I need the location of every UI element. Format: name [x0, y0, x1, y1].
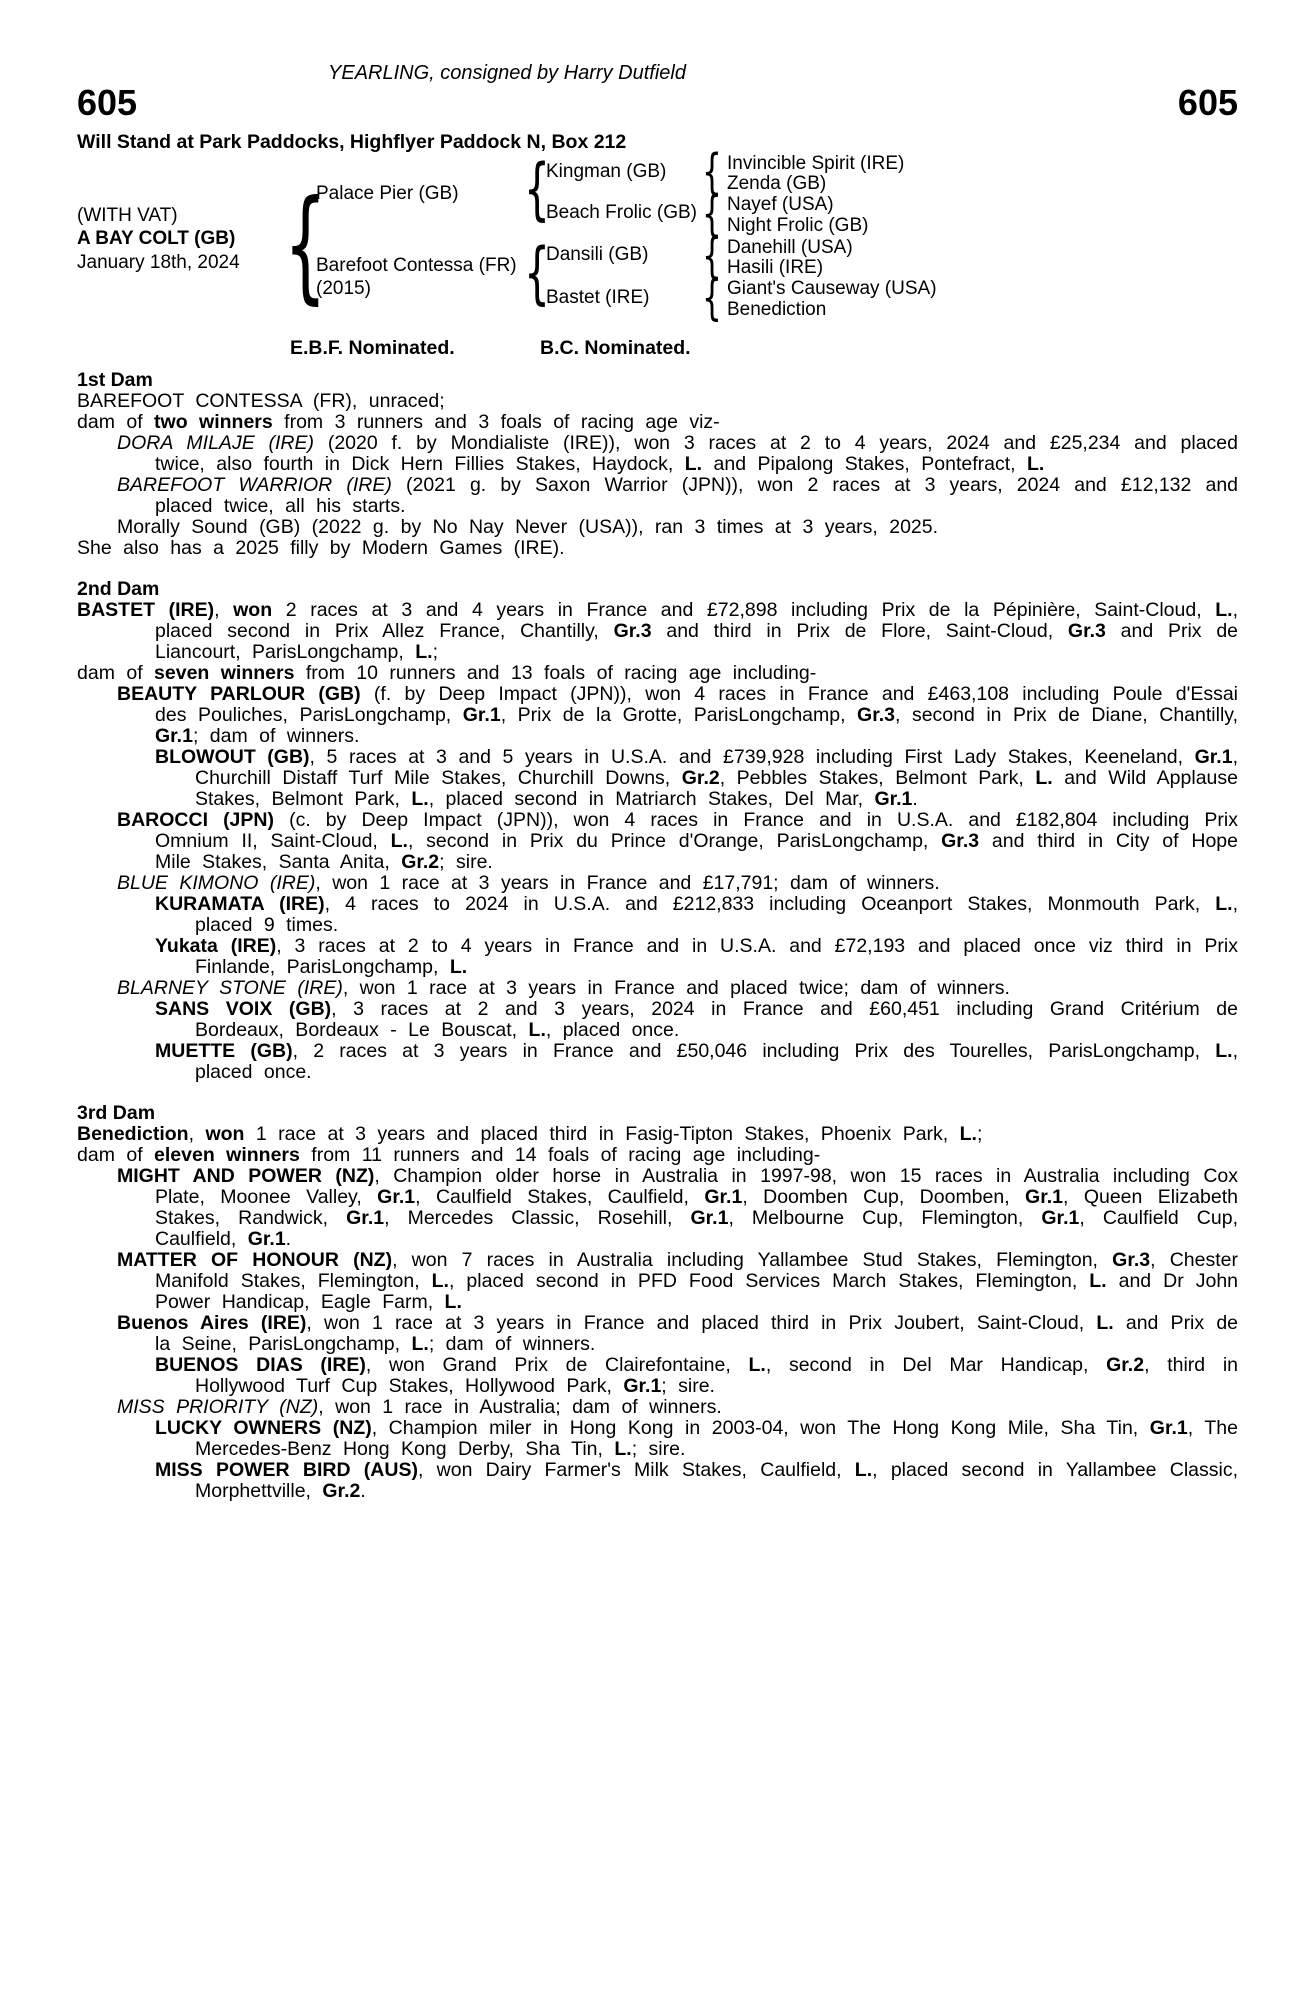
brace-icon: {: [524, 234, 550, 313]
emphasized-text: L.: [1215, 599, 1233, 621]
brace-icon: {: [702, 144, 722, 200]
brace-icon: {: [524, 150, 550, 229]
text-segment: and Prix de Liancourt, ParisLongchamp,: [155, 620, 1239, 663]
colt-name: A BAY COLT (GB): [77, 228, 236, 249]
text-segment: , Champion miler in Hong Kong in 2003-04, won The Hong Kong Mile, Sha Tin,: [371, 1417, 1150, 1439]
emphasized-text: BLARNEY STONE (IRE): [117, 977, 343, 999]
dam-foaling-year: (2015): [316, 278, 371, 299]
emphasized-text: Buenos Aires (IRE): [117, 1312, 307, 1334]
text-segment: , 2 races at 3 years in France and £50,046 including Prix des Tourelles, ParisLongchamp,: [292, 1040, 1216, 1062]
text-segment: 1 race at 3 years and placed third in Fasig-Tipton Stakes, Phoenix Park,: [244, 1123, 960, 1145]
emphasized-text: Gr.1: [690, 1207, 729, 1229]
catalogue-paragraph: [77, 894, 1238, 936]
text-segment: , won 7 races in Australia including Yallambee Stud Stakes, Flemington,: [392, 1249, 1113, 1271]
emphasized-text: L.: [411, 788, 429, 810]
emphasized-text: L.: [1215, 1040, 1233, 1062]
text-segment: from 11 runners and 14 foals of racing age including-: [299, 1144, 821, 1166]
catalogue-paragraph: [77, 1355, 1238, 1397]
text-segment: ; sire.: [439, 851, 493, 873]
brace-icon: {: [702, 186, 722, 242]
great-grandparent-name: Benediction: [727, 299, 827, 320]
emphasized-text: L.: [444, 1291, 462, 1313]
text-segment: dam of: [77, 411, 155, 433]
catalogue-paragraph: [77, 999, 1238, 1041]
text-segment: from 10 runners and 13 foals of racing age including-: [294, 662, 817, 684]
text-segment: 2 races at 3 and 4 years in France and £72,898 including Prix de la Pépinière, Saint-Cloud,: [272, 599, 1216, 621]
text-segment: (f. by Deep Impact (JPN)), won 4 races in France and £463,108 including Poule d'Essai des Pouliches, ParisLongchamp,: [155, 683, 1239, 726]
text-segment: and Prix de la Seine, ParisLongchamp,: [155, 1312, 1239, 1355]
catalogue-paragraph: [77, 873, 1238, 894]
text-segment: , placed second in Yallambee Classic, Morphettville,: [195, 1459, 1238, 1502]
great-grandparent-name: Nayef (USA): [727, 194, 834, 215]
text-segment: and third in Prix de Flore, Saint-Cloud,: [651, 620, 1068, 642]
text-segment: dam of: [77, 1144, 155, 1166]
emphasized-text: BEAUTY PARLOUR (GB): [117, 683, 361, 705]
sire-name: Palace Pier (GB): [316, 183, 459, 204]
emphasized-text: Gr.1: [623, 1375, 662, 1397]
emphasized-text: MIGHT AND POWER (NZ): [117, 1165, 375, 1187]
catalogue-paragraph: [77, 1460, 1238, 1502]
text-segment: .: [285, 1228, 292, 1250]
text-segment: , placed 9 times.: [195, 893, 1238, 936]
emphasized-text: L.: [1215, 893, 1233, 915]
catalogue-paragraph: [77, 978, 1238, 999]
great-grandparent-name: Giant's Causeway (USA): [727, 278, 937, 299]
text-segment: .: [360, 1480, 366, 1502]
dam-section: [77, 1103, 1238, 1502]
text-segment: ,: [188, 1123, 206, 1145]
grandsire-dam-side-name: Dansili (GB): [546, 244, 649, 265]
emphasized-text: Gr.1: [1041, 1207, 1080, 1229]
emphasized-text: Gr.2: [322, 1480, 361, 1502]
emphasized-text: L.: [411, 1333, 429, 1355]
foaling-date: January 18th, 2024: [77, 252, 240, 273]
emphasized-text: L.: [614, 1438, 632, 1460]
emphasized-text: L.: [1026, 453, 1045, 475]
consignor-line: YEARLING, consigned by Harry Dutfield: [328, 62, 686, 84]
text-segment: , second in Prix du Prince d'Orange, ParisLongchamp,: [407, 830, 942, 852]
emphasized-text: L.: [1089, 1270, 1107, 1292]
text-segment: (2020 f. by Mondialiste (IRE)), won 3 races at 2 to 4 years, 2024 and £25,234 and placed twice, also fourth in Dick Hern Fillies Stakes, Haydock,: [155, 432, 1238, 475]
emphasized-text: Gr.2: [681, 767, 720, 789]
text-segment: , Caulfield Cup, Caulfield,: [155, 1207, 1238, 1250]
text-segment: from 3 runners and 3 foals of racing age viz-: [272, 411, 720, 433]
emphasized-text: won: [205, 1123, 245, 1145]
text-segment: , third in Hollywood Turf Cup Stakes, Hollywood Park,: [195, 1354, 1238, 1397]
emphasized-text: L.: [748, 1354, 766, 1376]
emphasized-text: Gr.1: [1149, 1417, 1188, 1439]
emphasized-text: Gr.1: [247, 1228, 286, 1250]
catalogue-paragraph: [77, 433, 1238, 475]
text-segment: BAREFOOT CONTESSA (FR), unraced;: [77, 390, 445, 412]
emphasized-text: LUCKY OWNERS (NZ): [155, 1417, 372, 1439]
catalogue-paragraph: [77, 517, 1238, 538]
stand-location-line: Will Stand at Park Paddocks, Highflyer Paddock N, Box 212: [77, 131, 627, 153]
emphasized-text: KURAMATA (IRE): [155, 893, 325, 915]
great-grandparent-name: Invincible Spirit (IRE): [727, 153, 905, 174]
text-segment: , won Grand Prix de Clairefontaine,: [365, 1354, 749, 1376]
emphasized-text: BLUE KIMONO (IRE): [117, 872, 316, 894]
great-grandparent-name: Danehill (USA): [727, 237, 853, 258]
emphasized-text: Gr.1: [462, 704, 501, 726]
emphasized-text: BLOWOUT (GB): [155, 746, 310, 768]
text-segment: , won 1 race at 3 years in France and £17,791; dam of winners.: [315, 872, 940, 894]
text-segment: , won 1 race at 3 years in France and placed third in Prix Joubert, Saint-Cloud,: [306, 1312, 1097, 1334]
emphasized-text: L.: [449, 956, 468, 978]
catalogue-paragraph: [77, 684, 1238, 747]
emphasized-text: eleven winners: [154, 1144, 300, 1166]
dam-sections: [77, 370, 1238, 1502]
granddam-name: Bastet (IRE): [546, 287, 650, 308]
text-segment: , 3 races at 2 and 3 years, 2024 in France and £60,451 including Grand Critérium de Bordeaux, Bordeaux - Le Bouscat,: [195, 998, 1238, 1041]
text-segment: ; sire.: [631, 1438, 686, 1460]
emphasized-text: seven winners: [154, 662, 295, 684]
bc-nomination: B.C. Nominated.: [540, 337, 691, 359]
emphasized-text: L.: [431, 1270, 449, 1292]
section-heading: 1st Dam: [77, 369, 153, 391]
text-segment: .: [912, 788, 918, 810]
brace-icon: {: [284, 174, 327, 316]
granddam-sire-side-name: Beach Frolic (GB): [546, 202, 697, 223]
emphasized-text: Gr.2: [401, 851, 440, 873]
text-segment: ;: [976, 1123, 983, 1145]
text-segment: and Dr John Power Handicap, Eagle Farm,: [155, 1270, 1239, 1313]
emphasized-text: Yukata (IRE): [155, 935, 277, 957]
text-segment: , placed second in PFD Food Services March Stakes, Flemington,: [448, 1270, 1090, 1292]
text-segment: dam of: [77, 662, 155, 684]
text-segment: ; dam of winners.: [428, 1333, 596, 1355]
catalogue-paragraph: [77, 1166, 1238, 1250]
text-segment: , placed once.: [195, 1040, 1238, 1083]
emphasized-text: L.: [528, 1019, 546, 1041]
section-heading: 2nd Dam: [77, 578, 160, 600]
text-segment: , won Dairy Farmer's Milk Stakes, Caulfield,: [417, 1459, 855, 1481]
text-segment: She also has a 2025 filly by Modern Games (IRE).: [77, 537, 565, 559]
emphasized-text: Gr.1: [346, 1207, 385, 1229]
brace-icon: {: [702, 228, 722, 284]
catalogue-paragraph: [77, 538, 1238, 559]
emphasized-text: Gr.1: [1194, 746, 1233, 768]
emphasized-text: Gr.1: [874, 788, 913, 810]
text-segment: , Pebbles Stakes, Belmont Park,: [719, 767, 1036, 789]
brace-icon: {: [702, 270, 722, 326]
text-segment: , Churchill Distaff Turf Mile Stakes, Churchill Downs,: [195, 746, 1238, 789]
emphasized-text: Gr.3: [613, 620, 652, 642]
emphasized-text: Gr.3: [1112, 1249, 1151, 1271]
emphasized-text: Gr.1: [704, 1186, 743, 1208]
emphasized-text: L.: [684, 453, 703, 475]
text-segment: , second in Del Mar Handicap,: [765, 1354, 1107, 1376]
text-segment: (c. by Deep Impact (JPN)), won 4 races in France and in U.S.A. and £182,804 including Prix Omnium II, Saint-Cloud,: [155, 809, 1238, 852]
text-segment: , 5 races at 3 and 5 years in U.S.A. and £739,928 including First Lady Stakes, Keeneland,: [309, 746, 1195, 768]
text-segment: and third in City of Hope Mile Stakes, Santa Anita,: [155, 830, 1238, 873]
text-segment: , The Mercedes-Benz Hong Kong Derby, Sha Tin,: [195, 1417, 1238, 1460]
catalogue-paragraph: [77, 1418, 1238, 1460]
text-segment: Morally Sound (GB) (2022 g. by No Nay Never (USA)), ran 3 times at 3 years, 2025.: [117, 516, 939, 538]
section-heading: 3rd Dam: [77, 1102, 156, 1124]
text-segment: , Champion older horse in Australia in 1997-98, won 15 races in Australia including Cox Plate, Moonee Valley,: [155, 1165, 1239, 1208]
catalogue-paragraph: [77, 1041, 1238, 1083]
emphasized-text: L.: [1096, 1312, 1114, 1334]
text-segment: , won 1 race in Australia; dam of winners.: [318, 1396, 722, 1418]
catalogue-paragraph: [77, 663, 1238, 684]
emphasized-text: MISS POWER BIRD (AUS): [155, 1459, 418, 1481]
emphasized-text: Gr.2: [1106, 1354, 1145, 1376]
emphasized-text: SANS VOIX (GB): [155, 998, 332, 1020]
text-segment: ; dam of winners.: [192, 725, 360, 747]
vat-note: (WITH VAT): [77, 205, 178, 226]
catalogue-paragraph: [77, 936, 1238, 978]
great-grandparent-name: Zenda (GB): [727, 173, 827, 194]
emphasized-text: Gr.3: [857, 704, 895, 726]
text-segment: (2021 g. by Saxon Warrior (JPN)), won 2 races at 3 years, 2024 and £12,132 and placed twice, all his starts.: [155, 474, 1239, 517]
catalogue-paragraph: [77, 600, 1238, 663]
text-segment: , Doomben Cup, Doomben,: [742, 1186, 1026, 1208]
text-segment: and Pipalong Stakes, Pontefract,: [702, 453, 1027, 475]
great-grandparent-name: Hasili (IRE): [727, 257, 824, 278]
dam-section: [77, 370, 1238, 559]
catalogue-paragraph: [77, 1397, 1238, 1418]
text-segment: and Wild Applause Stakes, Belmont Park,: [195, 767, 1238, 810]
emphasized-text: MATTER OF HONOUR (NZ): [117, 1249, 393, 1271]
text-segment: ;: [432, 641, 438, 663]
emphasized-text: L.: [959, 1123, 977, 1145]
dam-section: [77, 579, 1238, 1083]
catalogue-paragraph: [77, 1145, 1238, 1166]
emphasized-text: two winners: [154, 411, 273, 433]
emphasized-text: L.: [390, 830, 408, 852]
pedigree-table: [0, 144, 1315, 332]
emphasized-text: BUENOS DIAS (IRE): [155, 1354, 366, 1376]
text-segment: ,: [214, 599, 234, 621]
catalogue-paragraph: [77, 1313, 1238, 1355]
catalogue-paragraph: [77, 412, 1238, 433]
text-segment: , 4 races to 2024 in U.S.A. and £212,833 including Oceanport Stakes, Monmouth Park,: [324, 893, 1216, 915]
emphasized-text: Gr.1: [1025, 1186, 1063, 1208]
catalogue-paragraph: [77, 391, 1238, 412]
dam-name: Barefoot Contessa (FR): [316, 255, 517, 276]
text-segment: , placed second in Prix Allez France, Chantilly,: [155, 599, 1238, 642]
emphasized-text: BAREFOOT WARRIOR (IRE): [117, 474, 392, 496]
emphasized-text: Gr.3: [941, 830, 980, 852]
emphasized-text: MISS PRIORITY (NZ): [117, 1396, 319, 1418]
catalogue-paragraph: [77, 747, 1238, 810]
catalogue-paragraph: [77, 1124, 1238, 1145]
text-segment: , Chester Manifold Stakes, Flemington,: [155, 1249, 1238, 1292]
emphasized-text: BASTET (IRE): [77, 599, 215, 621]
catalogue-paragraph: [77, 1250, 1238, 1313]
ebf-nomination: E.B.F. Nominated.: [290, 337, 455, 359]
grandsire-name: Kingman (GB): [546, 161, 667, 182]
emphasized-text: BAROCCI (JPN): [117, 809, 274, 831]
emphasized-text: Gr.1: [155, 725, 193, 747]
text-segment: , Queen Elizabeth Stakes, Randwick,: [155, 1186, 1238, 1229]
catalogue-paragraph: [77, 475, 1238, 517]
text-segment: , second in Prix de Diane, Chantilly,: [895, 704, 1238, 726]
text-segment: , Melbourne Cup, Flemington,: [728, 1207, 1042, 1229]
lot-number-right: 605: [1177, 82, 1238, 123]
emphasized-text: DORA MILAJE (IRE): [117, 432, 315, 454]
emphasized-text: L.: [1035, 767, 1053, 789]
emphasized-text: Gr.3: [1067, 620, 1106, 642]
catalogue-paragraph: [77, 810, 1238, 873]
text-segment: , 3 races at 2 to 4 years in France and in U.S.A. and £72,193 and placed once viz third in Prix Finlande, ParisLongchamp,: [195, 935, 1238, 978]
emphasized-text: Gr.1: [377, 1186, 416, 1208]
emphasized-text: L.: [415, 641, 433, 663]
text-segment: , Mercedes Classic, Rosehill,: [384, 1207, 691, 1229]
emphasized-text: won: [233, 599, 273, 621]
text-segment: , Caulfield Stakes, Caulfield,: [415, 1186, 705, 1208]
text-segment: , won 1 race at 3 years in France and placed twice; dam of winners.: [342, 977, 1010, 999]
emphasized-text: L.: [854, 1459, 873, 1481]
lot-number-left: 605: [77, 82, 138, 123]
text-segment: , placed second in Matriarch Stakes, Del Mar,: [428, 788, 875, 810]
emphasized-text: MUETTE (GB): [155, 1040, 293, 1062]
text-segment: , placed once.: [545, 1019, 680, 1041]
text-segment: , Prix de la Grotte, ParisLongchamp,: [500, 704, 858, 726]
great-grandparent-name: Night Frolic (GB): [727, 215, 869, 236]
emphasized-text: Benediction: [77, 1123, 189, 1145]
text-segment: ; sire.: [661, 1375, 715, 1397]
